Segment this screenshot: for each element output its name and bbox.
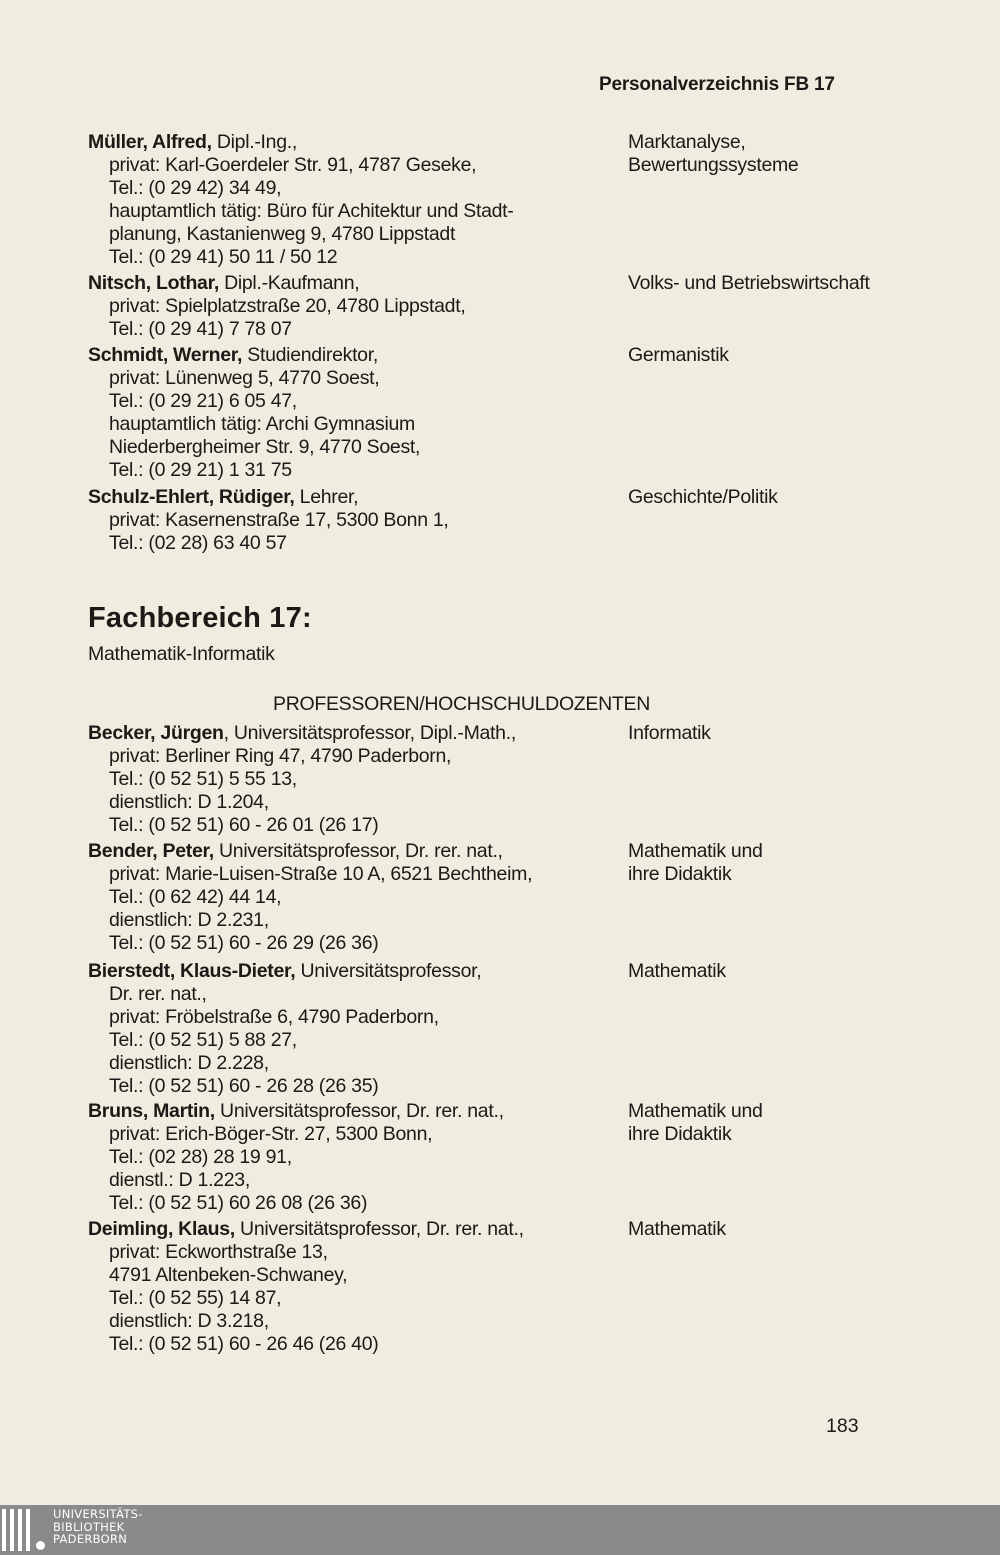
entry-detail-line: Tel.: (0 29 21) 6 05 47, — [109, 390, 297, 412]
subject-line: Volks- und Betriebswirtschaft — [628, 272, 870, 294]
entry-heading-line — [88, 486, 608, 509]
page-number: 183 — [826, 1415, 859, 1437]
subject-line: Mathematik — [628, 1218, 726, 1240]
entry-heading-line — [88, 1100, 608, 1123]
entry-details — [88, 486, 608, 555]
entry-detail-line: Tel.: (0 52 55) 14 87, — [109, 1287, 282, 1309]
entry-heading-line — [88, 1218, 608, 1241]
directory-entry — [88, 722, 968, 837]
subject-line: Mathematik und — [628, 840, 763, 862]
subject-area — [628, 960, 726, 983]
entry-details — [88, 1100, 608, 1215]
entry-heading-line — [88, 722, 608, 745]
subject-area — [628, 486, 778, 509]
entry-details — [88, 840, 608, 955]
entry-detail-line: Tel.: (0 62 42) 44 14, — [109, 886, 282, 908]
entry-heading-line — [88, 840, 608, 863]
person-name: Becker, Jürgen — [88, 722, 224, 744]
entry-details — [88, 131, 608, 269]
subject-line: ihre Didaktik — [628, 1123, 732, 1145]
entry-detail-line: Tel.: (0 29 41) 7 78 07 — [109, 318, 292, 340]
person-title: Universitätsprofessor, Dr. rer. nat., — [220, 1100, 504, 1122]
directory-entry — [88, 344, 968, 482]
person-name: Schmidt, Werner, — [88, 344, 243, 366]
person-title: , Universitätsprofessor, Dipl.-Math., — [223, 722, 516, 744]
subject-area — [628, 131, 798, 177]
entry-detail-line: hauptamtlich tätig: Archi Gymnasium — [109, 413, 415, 435]
person-name: Schulz-Ehlert, Rüdiger, — [88, 486, 295, 508]
subject-line: Geschichte/Politik — [628, 486, 778, 508]
entry-heading-line — [88, 344, 608, 367]
entry-detail-line: privat: Kasernenstraße 17, 5300 Bonn 1, — [109, 509, 449, 531]
entry-detail-line: privat: Karl-Goerdeler Str. 91, 4787 Geseke, — [109, 154, 477, 176]
person-title: Lehrer, — [299, 486, 359, 508]
entry-detail-line: Tel.: (02 28) 28 19 91, — [109, 1146, 292, 1168]
entry-details — [88, 344, 608, 482]
entry-detail-line: Tel.: (0 52 51) 5 88 27, — [109, 1029, 297, 1051]
person-name: Nitsch, Lothar, — [88, 272, 219, 294]
person-title: Dipl.-Ing., — [216, 131, 297, 153]
subject-area — [628, 272, 870, 295]
entry-detail-line: dienstlich: D 2.231, — [109, 909, 269, 931]
running-header: Personalverzeichnis FB 17 — [599, 74, 835, 95]
entry-details — [88, 272, 608, 341]
person-name: Bierstedt, Klaus-Dieter, — [88, 960, 296, 982]
logo-line: PADERBORN — [53, 1532, 128, 1546]
entry-detail-line: Tel.: (0 29 41) 50 11 / 50 12 — [109, 246, 338, 268]
person-name: Müller, Alfred, — [88, 131, 212, 153]
subject-line: Mathematik und — [628, 1100, 763, 1122]
person-name: Deimling, Klaus, — [88, 1218, 235, 1240]
entry-detail-line: privat: Eckworthstraße 13, — [109, 1241, 328, 1263]
entry-heading-line — [88, 272, 608, 295]
subject-line: Marktanalyse, — [628, 131, 746, 153]
section-subtitle: Mathematik-Informatik — [88, 643, 275, 665]
entry-detail-line: privat: Lünenweg 5, 4770 Soest, — [109, 367, 380, 389]
entry-detail-line: Tel.: (0 52 51) 60 26 08 (26 36) — [109, 1192, 368, 1214]
entry-detail-line: Tel.: (0 52 51) 60 - 26 28 (26 35) — [109, 1075, 379, 1097]
entry-detail-line: privat: Fröbelstraße 6, 4790 Paderborn, — [109, 1006, 439, 1028]
entry-detail-line: privat: Spielplatzstraße 20, 4780 Lippstadt, — [109, 295, 466, 317]
entry-detail-line: Tel.: (02 28) 63 40 57 — [109, 532, 287, 554]
entry-detail-line: Tel.: (0 52 51) 60 - 26 01 (26 17) — [109, 814, 379, 836]
entry-detail-line: hauptamtlich tätig: Büro für Achitektur und Stadt- — [109, 200, 514, 222]
library-footer-bar — [0, 1505, 1000, 1555]
library-logo-text — [53, 1508, 143, 1546]
person-title: Universitätsprofessor, Dr. rer. nat., — [240, 1218, 524, 1240]
entry-details — [88, 722, 608, 837]
entry-detail-line: Dr. rer. nat., — [109, 983, 207, 1005]
entry-detail-line: dienstlich: D 1.204, — [109, 791, 269, 813]
subject-line: Germanistik — [628, 344, 729, 366]
person-title: Universitätsprofessor, Dr. rer. nat., — [219, 840, 503, 862]
entry-detail-line: 4791 Altenbeken-Schwaney, — [109, 1264, 348, 1286]
entry-detail-line: privat: Erich-Böger-Str. 27, 5300 Bonn, — [109, 1123, 433, 1145]
directory-entry — [88, 272, 968, 341]
entry-detail-line: Niederbergheimer Str. 9, 4770 Soest, — [109, 436, 421, 458]
subject-area — [628, 722, 711, 745]
entry-detail-line: dienstlich: D 3.218, — [109, 1310, 269, 1332]
entry-detail-line: Tel.: (0 29 21) 1 31 75 — [109, 459, 292, 481]
subject-area — [628, 1100, 763, 1146]
subject-area — [628, 1218, 726, 1241]
entry-details — [88, 960, 608, 1098]
subject-area — [628, 840, 763, 886]
person-title: Universitätsprofessor, — [300, 960, 482, 982]
directory-entry — [88, 960, 968, 1098]
entry-detail-line: privat: Berliner Ring 47, 4790 Paderborn, — [109, 745, 452, 767]
library-logo-icon — [2, 1509, 30, 1551]
entry-heading-line — [88, 131, 608, 154]
person-name: Bruns, Martin, — [88, 1100, 215, 1122]
person-name: Bender, Peter, — [88, 840, 214, 862]
subject-line: Mathematik — [628, 960, 726, 982]
directory-entry — [88, 1218, 968, 1356]
entry-details — [88, 1218, 608, 1356]
entry-detail-line: Tel.: (0 29 42) 34 49, — [109, 177, 282, 199]
entry-detail-line: dienstl.: D 1.223, — [109, 1169, 250, 1191]
logo-dot-icon — [36, 1541, 45, 1550]
entry-detail-line: Tel.: (0 52 51) 60 - 26 46 (26 40) — [109, 1333, 379, 1355]
subject-line: Bewertungssysteme — [628, 154, 799, 176]
entry-detail-line: dienstlich: D 2.228, — [109, 1052, 269, 1074]
directory-entry — [88, 131, 968, 269]
subject-line: Informatik — [628, 722, 711, 744]
person-title: Studiendirektor, — [247, 344, 378, 366]
directory-entry — [88, 1100, 968, 1215]
entry-detail-line: privat: Marie-Luisen-Straße 10 A, 6521 Bechtheim, — [109, 863, 533, 885]
group-heading: PROFESSOREN/HOCHSCHULDOZENTEN — [273, 693, 651, 715]
entry-detail-line: Tel.: (0 52 51) 60 - 26 29 (26 36) — [109, 932, 379, 954]
directory-entry — [88, 486, 968, 555]
logo-line: UNIVERSITÄTS- — [53, 1507, 143, 1521]
entry-heading-line — [88, 960, 608, 983]
subject-line: ihre Didaktik — [628, 863, 732, 885]
entry-detail-line: Tel.: (0 52 51) 5 55 13, — [109, 768, 297, 790]
person-title: Dipl.-Kaufmann, — [224, 272, 360, 294]
directory-entry — [88, 840, 968, 955]
entry-detail-line: planung, Kastanienweg 9, 4780 Lippstadt — [109, 223, 456, 245]
logo-line: BIBLIOTHEK — [53, 1519, 125, 1534]
subject-area — [628, 344, 729, 367]
section-title: Fachbereich 17: — [88, 602, 312, 634]
